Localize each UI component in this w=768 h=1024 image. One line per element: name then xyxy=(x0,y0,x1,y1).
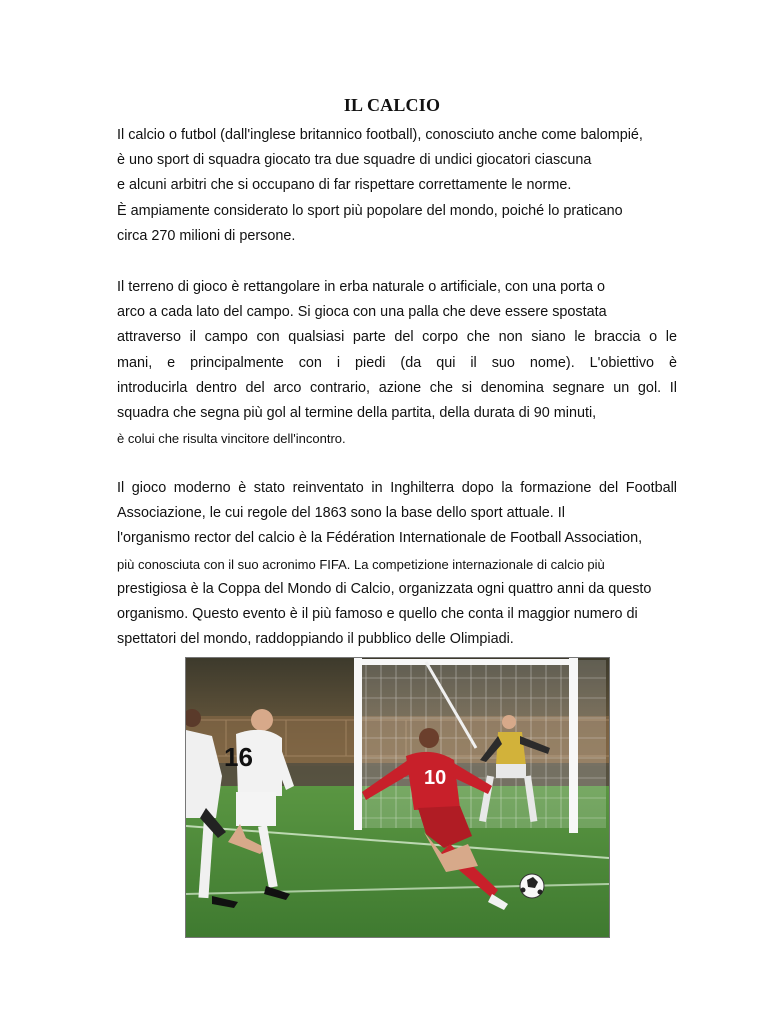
football-scene xyxy=(186,658,609,937)
text-line: introducirla dentro del arco contrario, azione che si denomina segnare un gol. Il xyxy=(117,379,677,396)
jersey-number-16: 16 xyxy=(224,742,253,772)
text-line: spettatori del mondo, raddoppiando il pubblico delle Olimpiadi. xyxy=(117,631,514,648)
text-line: Il terreno di gioco è rettangolare in erba naturale o artificiale, con una porta o xyxy=(117,279,605,295)
text-line: mani, e principalmente con i piedi (da qui il suo nome). L'obiettivo è xyxy=(117,354,677,371)
paragraph-2 xyxy=(117,275,677,451)
text-line: e alcuni arbitri che si occupano di far rispettare correttamente le norme. xyxy=(117,177,572,194)
paragraph-3 xyxy=(117,476,677,652)
text-line: circa 270 milioni di persone. xyxy=(117,227,296,244)
text-line: è colui che risulta vincitore dell'incontro. xyxy=(117,431,346,447)
text-line: Il gioco moderno è stato reinventato in Inghilterra dopo la formazione del Football xyxy=(117,480,677,496)
text-line: arco a cada lato del campo. Si gioca con una palla che deve essere spostata xyxy=(117,304,607,321)
text-line: organismo. Questo evento è il più famoso e quello che conta il maggior numero di xyxy=(117,605,638,622)
jersey-number-10: 10 xyxy=(424,767,447,789)
text-line: prestigiosa è la Coppa del Mondo di Calcio, organizzata ogni quattro anni da questo xyxy=(117,580,652,597)
page-title: IL CALCIO xyxy=(343,95,441,115)
text-line: È ampiamente considerato lo sport più popolare del mondo, poiché lo praticano xyxy=(117,202,623,219)
text-line: l'organismo rector del calcio è la Fédération Internationale de Football Association, xyxy=(117,530,643,547)
text-line: squadra che segna più gol al termine della partita, della durata di 90 minuti, xyxy=(117,404,597,421)
text-line: Il calcio o futbol (dall'inglese britannico football), conosciuto anche come balompié, xyxy=(117,127,643,143)
soccer-ball xyxy=(520,874,544,898)
text-line: attraverso il campo con qualsiasi parte del corpo che non siano le braccia o le xyxy=(117,329,677,346)
football-photo xyxy=(185,657,610,938)
goal-net xyxy=(354,658,606,833)
text-line: è uno sport di squadra giocato tra due squadre di undici giocatori ciascuna xyxy=(117,152,592,169)
text-line: Associazione, le cui regole del 1863 sono la base dello sport attuale. Il xyxy=(117,505,565,522)
paragraph-1 xyxy=(117,123,677,249)
text-line: più conosciuta con il suo acronimo FIFA. La competizione internazionale di calcio più xyxy=(117,556,605,572)
